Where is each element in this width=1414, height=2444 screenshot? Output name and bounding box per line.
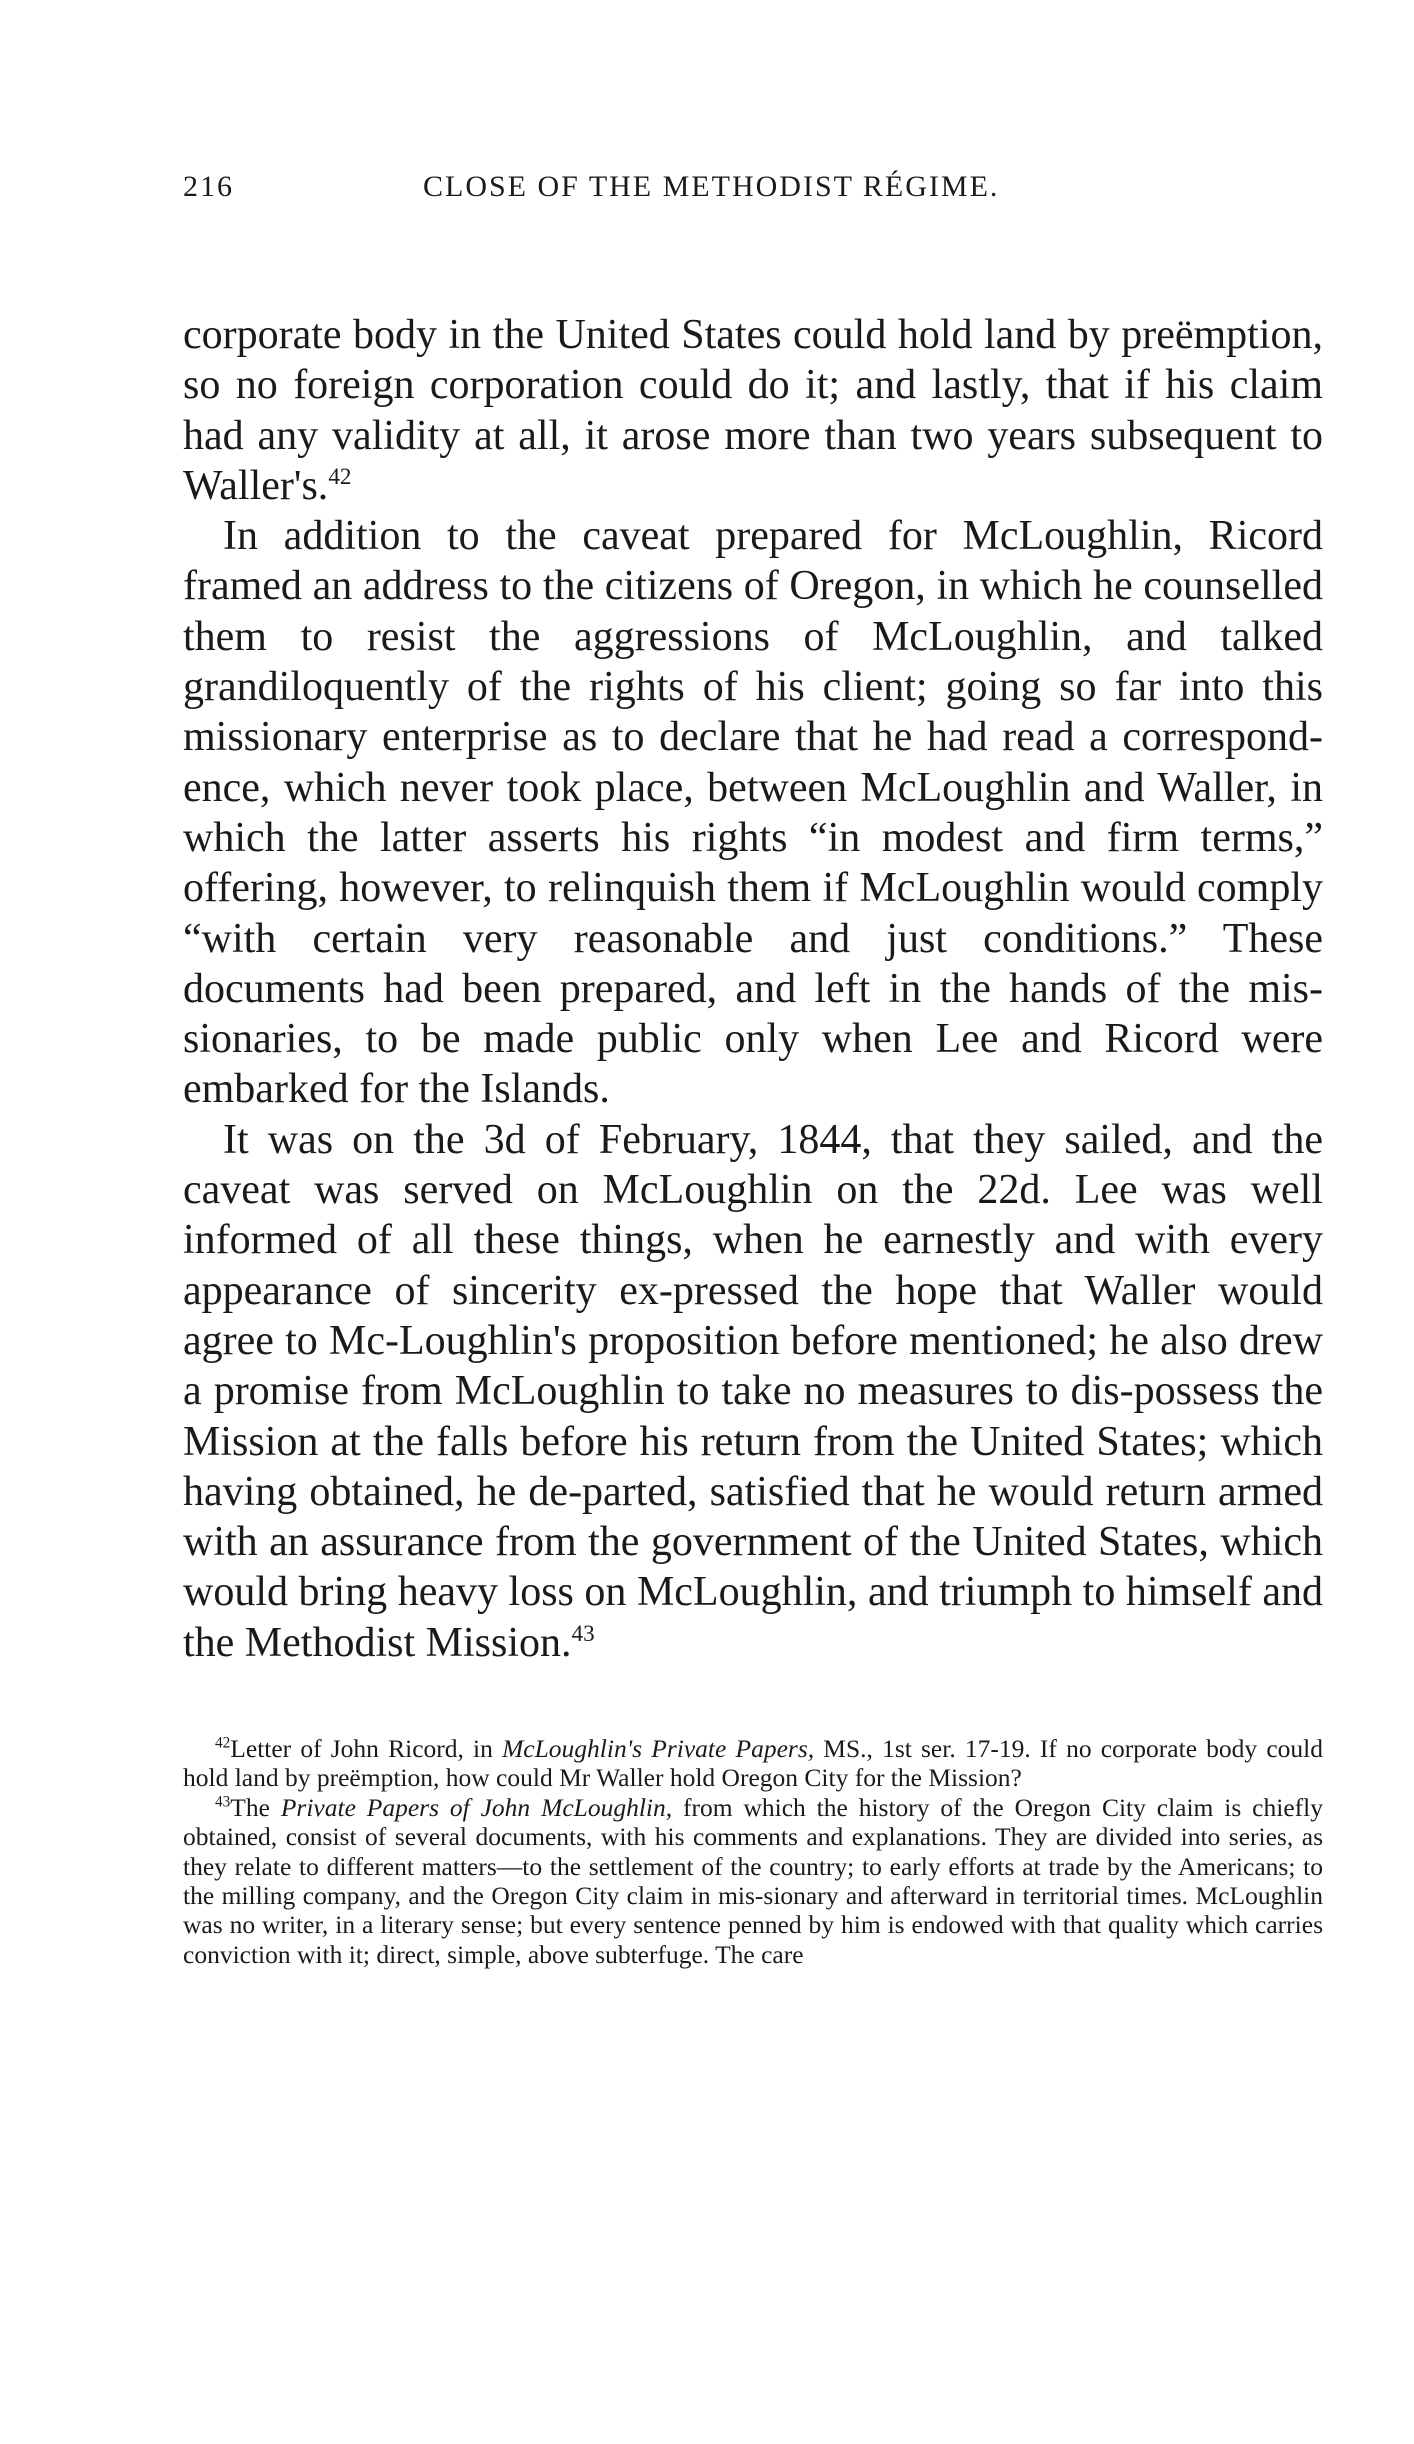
- footnote-text: The: [230, 1792, 281, 1822]
- footnotes: [183, 1734, 1323, 1969]
- footnote-ref-43: 43: [571, 1619, 595, 1646]
- footnote-text: from which the history of the Oregon City claim is chiefly obtained, consist of several documents, with his comments and explanations. They are divided into series, as they relate to different matters—to the settlement of the country; to early efforts at trade by the Americans; to the milling company, and the Oregon City claim in mis-sionary and afterward in territorial times. McLoughlin was no writer, in a literary sense; but every sentence penned by him is endowed with that quality which carries conviction with it; direct, simple, above subterfuge. The care: [183, 1792, 1323, 1969]
- paragraph: [183, 1115, 1323, 1668]
- page-number: 216: [183, 170, 234, 203]
- footnote-text: Letter of John Ricord, in: [230, 1734, 503, 1764]
- footnote-mark: 42: [215, 1734, 231, 1752]
- paragraph-text: corporate body in the United States could hold land by preëmption, so no foreign corporation could do it; and lastly, that if his claim had any validity at all, it arose more than two years subsequent to Waller's.: [183, 312, 1323, 509]
- footnote-mark: 43: [215, 1793, 231, 1811]
- paragraph-continued: [183, 310, 1323, 511]
- footnote-42: [183, 1734, 1323, 1793]
- paragraph: In addition to the caveat prepared for McLoughlin, Ricord framed an address to the citizens of Oregon, in which he counselled them to resist the aggressions of McLoughlin, and talked grandiloquently of the rights of his client; going so far into this missionary enterprise as to declare that he had read a correspond-ence, which never took place, between McLoughlin and Waller, in which the latter asserts his rights “in modest and firm terms,” offering, however, to relinquish them if McLoughlin would comply “with certain very reasonable and just conditions.” These documents had been prepared, and left in the hands of the mis-sionaries, to be made public only when Lee and Ricord were embarked for the Islands.: [183, 513, 1323, 1113]
- running-header: [183, 160, 1323, 210]
- footnote-text: MS., 1st ser. 17-19. If no corporate body could hold land by preëmption, how could Mr Waller hold Oregon City for the Mission?: [183, 1734, 1324, 1793]
- running-title: CLOSE OF THE METHODIST RÉGIME.: [423, 170, 1000, 203]
- body-text: [183, 310, 1323, 1668]
- book-page: [183, 160, 1323, 1969]
- footnote-43: [183, 1793, 1323, 1969]
- footnote-source-title: Private Papers of John McLoughlin,: [280, 1792, 673, 1822]
- footnote-source-title: McLoughlin's Private Papers,: [502, 1734, 815, 1764]
- paragraph-text: It was on the 3d of February, 1844, that they sailed, and the caveat was served on McLoughlin on the 22d. Lee was well informed of all these things, when he earnestly and with every appearance of sincerity ex-pressed the hope that Waller would agree to Mc-Loughlin's proposition before mentioned; he also drew a promise from McLoughlin to take no measures to dis-possess the Mission at the falls before his return from the United States; which having obtained, he de-parted, satisfied that he would return armed with an assurance from the government of the United States, which would bring heavy loss on McLoughlin, and triumph to himself and the Methodist Mission.: [183, 1116, 1323, 1666]
- footnote-ref-42: 42: [328, 462, 352, 489]
